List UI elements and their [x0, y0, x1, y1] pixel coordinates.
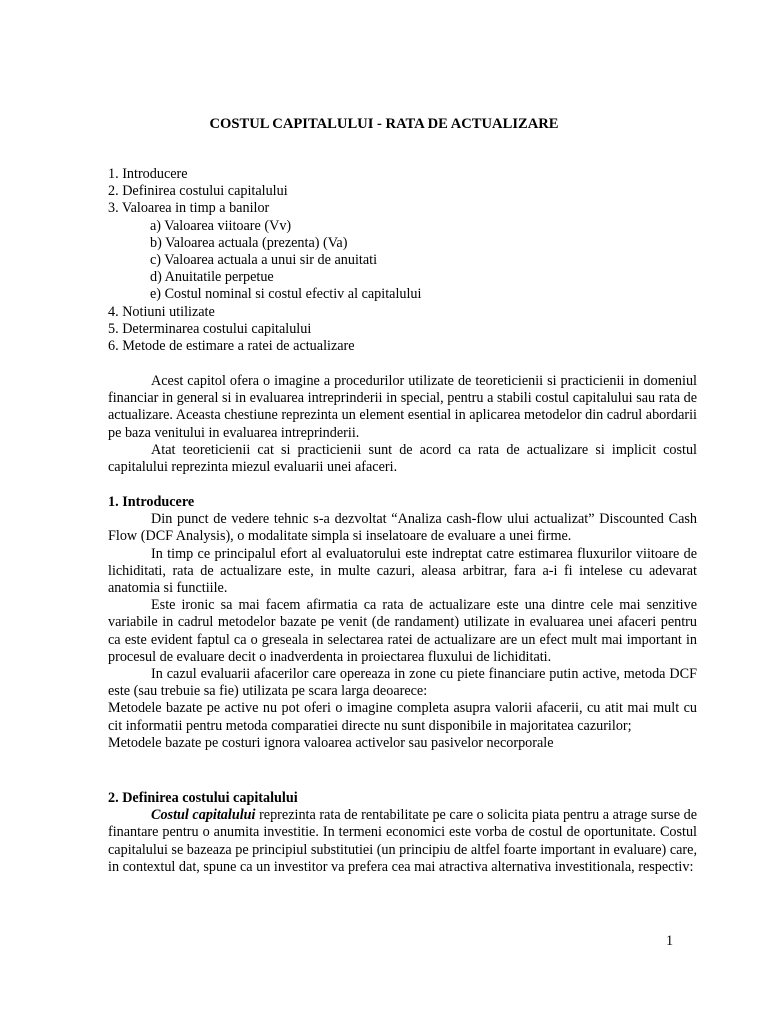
toc-item: 3. Valoarea in timp a banilor [108, 200, 270, 217]
toc-item: 6. Metode de estimare a ratei de actualizare [108, 337, 355, 354]
toc-subitem: b) Valoarea actuala (prezenta) (Va) [150, 234, 348, 251]
table-of-contents [108, 166, 668, 355]
section-introducere [108, 494, 697, 752]
section-definirea [108, 790, 697, 876]
section-paragraph [108, 807, 697, 876]
section-heading: 2. Definirea costului capitalului [108, 790, 298, 806]
defined-term: Costul capitalului [151, 807, 256, 824]
section-paragraph: In timp ce principalul efort al evaluatorului este indreptat catre estimarea fluxurilor viitoare de lichiditati, rata de actualizare este, in multe cazuri, aleasa arbitrar, fara a-i fi intelese cu adevarat anatomia si functiile. [108, 545, 697, 597]
toc-item: 1. Introducere [108, 166, 188, 182]
page-number: 1 [666, 933, 674, 949]
toc-item: 4. Notiuni utilizate [108, 303, 215, 320]
intro-paragraph: Acest capitol ofera o imagine a procedurilor utilizate de teoreticienii si practicienii in domeniul financiar in general si in evaluarea intreprinderii in special, pentru a stabili costul capitalului sau rata de actualizare. Aceasta chestiune reprezinta un element esential in aplicarea metodelor din cadrul abordarii pe baza venitului in evaluarea intreprinderii. [108, 373, 697, 441]
intro-paragraph: Atat teoreticienii cat si practicienii sunt de acord ca rata de actualizare si implicit costul capitalului reprezinta miezul evaluarii unei afaceri. [108, 441, 697, 476]
toc-subitem: c) Valoarea actuala a unui sir de anuitati [150, 251, 378, 268]
toc-subitem: e) Costul nominal si costul efectiv al capitalului [150, 286, 422, 303]
section-paragraph: Metodele bazate pe active nu pot oferi o imagine completa asupra valorii afacerii, cu atit mai mult cu cit informatii pentru metoda comparatiei directe nu sunt disponibile in majoritatea cazurilor; [108, 700, 697, 734]
section-paragraph: Este ironic sa mai facem afirmatia ca rata de actualizare este una dintre cele mai senzitive variabile in cadrul metodelor bazate pe venit (de randament) utilizate in evaluarea unei afaceri pentru ca este evident faptul ca o greseala in selectarea ratei de actualizare are un efect mult mai important in procesul de evaluare decit o inadverdenta in proiectarea fluxului de lichiditati. [108, 597, 697, 665]
intro-section [108, 373, 697, 476]
toc-item: 5. Determinarea costului capitalului [108, 320, 312, 337]
toc-item: 2. Definirea costului capitalului [108, 183, 288, 200]
toc-subitem: a) Valoarea viitoare (Vv) [150, 217, 292, 234]
paragraph-text: reprezinta rata de rentabilitate pe care o solicita piata pentru a atrage surse de finantare pentru o anumita investitie. In termeni economici este vorba de costul de oportunitate. Costul capitalului se bazeaza pe principiul substitutiei (un principiu de altfel foarte important in evaluare) care, in contextul dat, spune ca un investitor va prefera cea mai atractiva alternativa investitionala, respectiv: [108, 807, 697, 875]
toc-subitem: d) Anuitatile perpetue [150, 269, 274, 286]
section-heading: 1. Introducere [108, 494, 195, 510]
section-paragraph: Metodele bazate pe costuri ignora valoarea activelor sau pasivelor necorporale [108, 734, 554, 751]
section-paragraph: Din punct de vedere tehnic s-a dezvoltat “Analiza cash-flow ului actualizat” Discounted Cash Flow (DCF Analysis), o modalitate simpla si inselatoare de evaluare a unei firme. [108, 511, 697, 545]
section-paragraph: In cazul evaluarii afacerilor care opereaza in zone cu piete financiare putin active, metoda DCF este (sau trebuie sa fie) utilizata pe scara larga deoarece: [108, 666, 697, 700]
document-title: COSTUL CAPITALULUI - RATA DE ACTUALIZARE [209, 116, 559, 132]
